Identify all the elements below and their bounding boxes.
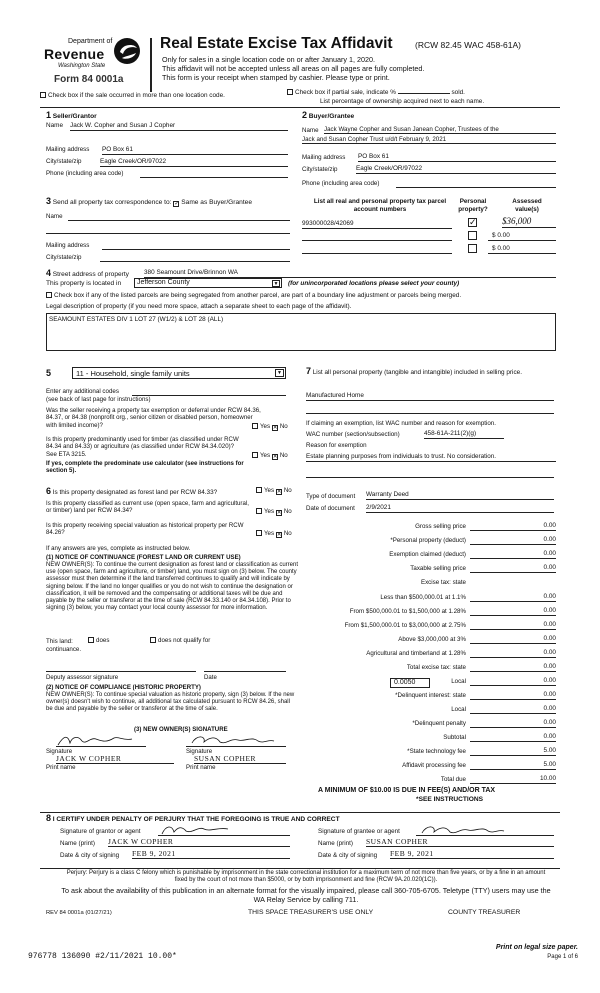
parcel-number-1[interactable]: 993000028/42069 bbox=[302, 220, 452, 229]
revision-label: REV 84 0001a (01/27/21) bbox=[46, 910, 112, 916]
see-instructions: *SEE INSTRUCTIONS bbox=[416, 796, 484, 803]
dept-name: Revenue bbox=[44, 46, 105, 62]
tax-label-tech-fee: *State technology fee bbox=[407, 748, 466, 755]
doc-date-label: Date of document bbox=[306, 505, 355, 512]
correspondence-name-field[interactable] bbox=[68, 213, 290, 221]
tax-label-processing-fee: Affidavit processing fee bbox=[402, 762, 466, 769]
notice-2: This affidavit will not be accepted unless all areas on all pages are fully completed. bbox=[162, 64, 425, 73]
county-treasurer-label: COUNTY TREASURER bbox=[448, 909, 521, 916]
segregated-label: Check box if any of the listed parcels are being segregated from another parcel, are part of a boundary line adjustment or parcels being merged. bbox=[54, 292, 462, 299]
tax-label-agricultural: Agricultural and timberland at 1.28% bbox=[366, 650, 466, 657]
rcw-reference: (RCW 82.45 WAC 458-61A) bbox=[415, 40, 521, 50]
yes-label: Yes bbox=[260, 423, 271, 430]
timber-calculator-note: If yes, complete the predominate use calculator (see instructions for section 5). bbox=[46, 460, 244, 475]
tax-label-gross: Gross selling price bbox=[415, 523, 466, 530]
street-address-field[interactable]: 380 Seamount Drive/Brinnon WA bbox=[144, 269, 556, 278]
partial-sale-check[interactable] bbox=[287, 89, 465, 97]
buyer-city-field[interactable]: Eagle Creek/OR/97022 bbox=[356, 165, 556, 174]
tax-value-agricultural[interactable]: 0.00 bbox=[470, 649, 556, 658]
revenue-logo bbox=[40, 36, 150, 86]
personal-property-checkbox-3[interactable] bbox=[468, 244, 477, 253]
not-qualifies-check[interactable] bbox=[150, 637, 210, 644]
correspondence-city-field[interactable] bbox=[100, 254, 290, 262]
exemption-question: Was the seller receiving a property tax exemption or deferral under RCW 84.36, 84.37, or 84.38 (nonprofit org., senior citizen or disabled person, homeowner with limited income)? bbox=[46, 407, 261, 429]
correspondence-city-label: City/state/zip bbox=[46, 254, 82, 261]
yes-label: Yes bbox=[264, 508, 275, 515]
forest-yes-no[interactable] bbox=[256, 487, 292, 495]
yes-label: Yes bbox=[264, 487, 275, 494]
no-label: No bbox=[279, 452, 288, 459]
checkbox-icon bbox=[252, 452, 258, 458]
no-label: No bbox=[283, 508, 292, 515]
seller-name-field[interactable]: Jack W. Copher and Susan J Copher bbox=[70, 122, 288, 131]
tax-value-gross[interactable]: 0.00 bbox=[470, 522, 556, 531]
continuance-heading: (1) NOTICE OF CONTINUANCE (FOREST LAND OR CURRENT USE) bbox=[46, 554, 241, 561]
correspondence-mailing-label: Mailing address bbox=[46, 242, 90, 249]
wac-number-field[interactable]: 458-61A-211(2)(g) bbox=[424, 430, 504, 439]
historic-yes-no[interactable] bbox=[256, 530, 292, 538]
checkbox-checked-icon: ✕ bbox=[272, 425, 278, 431]
this-land-label: This land: bbox=[46, 638, 73, 645]
tax-label-tier2: From $500,000.01 to $1,500,000 at 1.28% bbox=[349, 608, 466, 615]
seller-name-label: Name bbox=[46, 122, 64, 129]
checkbox-icon bbox=[256, 487, 262, 493]
tax-value-total-state[interactable]: 0.00 bbox=[470, 663, 556, 672]
buyer-phone-field[interactable] bbox=[396, 180, 556, 188]
seller-mailing-label: Mailing address bbox=[46, 146, 90, 153]
historic-question: Is this property receiving special valuation as historical property per RCW 84.26? bbox=[46, 522, 244, 537]
see-back-note: (see back of last page for instructions) bbox=[46, 396, 151, 403]
buyer-city-label: City/state/zip bbox=[302, 166, 338, 173]
parcel-table bbox=[302, 196, 557, 262]
new-owner-signature-2[interactable] bbox=[186, 733, 286, 747]
notice-3: This form is your receipt when stamped by cashier. Please type or print. bbox=[162, 73, 390, 82]
legal-description-value: SEAMOUNT ESTATES DIV 1 LOT 27 (W1/2) & LOT 28 (ALL) bbox=[49, 316, 224, 323]
tax-value-penalty[interactable]: 0.00 bbox=[470, 719, 556, 728]
continuance-text: NEW OWNER(S): To continue the current designation as forest land or classification as current use (open space, farm and agriculture, or timber) land, you must sign on (3) below. The county assessor must then determine if the land transferred continues to qualify and will indicate by signing below. If the land no longer qualifies or you do not wish to continue the designation or classification, it will be removed and the compensating or additional taxes will be due and payable by the seller or transferor at the time of sale (RCW 84.33.140 or 84.34.108). Prior to signing (3) below, you may contact your local county assessor for more information. bbox=[46, 562, 298, 612]
revenue-swirl-icon bbox=[110, 36, 144, 66]
parcel-col-header-2: Personal property? bbox=[458, 198, 488, 213]
parcel-col-header-1: List all real and personal property tax parcel account numbers bbox=[313, 198, 447, 213]
correspondence-label: Send all property tax correspondence to: bbox=[52, 199, 172, 206]
buyer-name-field-1[interactable]: Jack Wayne Copher and Susan Janean Copher, Trustees of the bbox=[324, 126, 556, 134]
tax-label-total-state: Total excise tax: state bbox=[406, 664, 466, 671]
correspondence-name-label: Name bbox=[46, 213, 63, 220]
grantee-name-field[interactable]: SUSAN COPHER bbox=[366, 837, 554, 847]
correspondence-name-field-2[interactable] bbox=[46, 226, 290, 234]
checkbox-icon bbox=[256, 508, 262, 514]
perjury-notice: Perjury: Perjury is a class C felony which is punishable by imprisonment in the state correctional institution for a maximum term of not more than five years, or by a fine in an amount fixed by the court of not more than $5000, or by both imprisonment and fine (RCW 9A.20.020(1C)). bbox=[66, 870, 546, 884]
page-number: Page 1 of 6 bbox=[547, 954, 578, 960]
personal-property-checkbox-2[interactable] bbox=[468, 231, 477, 240]
no-label: No bbox=[283, 530, 292, 537]
use-code-select[interactable] bbox=[72, 367, 286, 379]
alt-format-notice: To ask about the availability of this publication in an alternate format for the visually impaired, please call 360-705-6705. Teletype (TTY) users may use the WA Relay Service by calling 711. bbox=[61, 886, 551, 904]
seller-heading: Seller/Grantor bbox=[52, 113, 97, 120]
tax-value-personal[interactable]: 0.00 bbox=[470, 536, 556, 545]
checkbox-checked-icon: ✕ bbox=[276, 489, 282, 495]
tax-calculation bbox=[306, 520, 558, 820]
forest-question: Is this property designated as forest land per RCW 84.33? bbox=[52, 489, 218, 496]
tax-value-total-due[interactable]: 10.00 bbox=[470, 775, 556, 784]
tax-value-processing-fee[interactable]: 5.00 bbox=[470, 761, 556, 770]
new-owner-print-2[interactable]: SUSAN COPHER bbox=[194, 754, 286, 764]
compliance-text: NEW OWNER(S): To continue special valuation as historic property, sign (3) below. If the new owner(s) doesn't wish to continue, all additional tax calculated pursuant to RCW 84.26, shall be due and payable by the seller or transferor at the time of sale. bbox=[46, 692, 295, 713]
notice-1: Only for sales in a single location code on or after January 1, 2020. bbox=[162, 55, 375, 64]
seller-city-field[interactable]: Eagle Creek/OR/97022 bbox=[100, 158, 288, 167]
parcel-number-3[interactable] bbox=[302, 246, 452, 254]
reason-field[interactable]: Estate planning purposes from individuals to trust. No consideration. bbox=[306, 453, 556, 462]
print-name-label-1: Print name bbox=[46, 764, 76, 771]
new-owner-signature-1[interactable] bbox=[56, 733, 146, 747]
signature-jack-icon bbox=[158, 823, 238, 836]
does-label: does bbox=[96, 637, 110, 644]
correspondence-mailing-field[interactable] bbox=[102, 242, 290, 250]
doc-date-field[interactable]: 2/9/2021 bbox=[366, 504, 554, 513]
local-rate[interactable]: 0.0050 bbox=[390, 678, 430, 688]
assessed-value-1[interactable]: $36,000 bbox=[502, 216, 556, 228]
tax-label-total-due: Total due bbox=[440, 776, 466, 783]
tax-value-tier3[interactable]: 0.00 bbox=[470, 621, 556, 630]
personal-property-checkbox-1[interactable]: ✓ bbox=[469, 217, 477, 227]
seller-phone-label: Phone (including area code) bbox=[46, 170, 124, 177]
checkbox-checked-icon: ✕ bbox=[276, 510, 282, 516]
personal-property-label: List all personal property (tangible and intangible) included in selling price. bbox=[312, 369, 522, 376]
legal-paper-note: Print on legal size paper. bbox=[495, 944, 578, 951]
new-owner-signature-heading: (3) NEW OWNER(S) SIGNATURE bbox=[134, 726, 228, 733]
tax-value-local[interactable]: 0.00 bbox=[470, 677, 556, 686]
tax-label-exemption: Exemption claimed (deduct) bbox=[389, 551, 466, 558]
seller-phone-field[interactable] bbox=[140, 170, 288, 178]
grantee-name-label: Name (print) bbox=[318, 840, 353, 847]
checkbox-icon bbox=[287, 89, 293, 95]
section-5-use-code: 5 11 - Household, single family units ▼ Enter any additional codes (see back of last page for instructions) Was the seller receiving a property tax exemption or deferral under RCW 84.36, 84.37, or 84.38 (nonprofit org., senior citizen or disabled person, homeowner with limited income)? Yes ✕ No Is this property predominantly used for timber (as classified under RCW 84.34 and 84.33) or agriculture (as classified under RCW 84.34.020)? See ETA 3215. Yes ✕ No If yes, complete the predominate use calculator (see instructions for section 5). bbox=[46, 368, 288, 475]
section-8-certification: 8 I CERTIFY UNDER PENALTY OF PERJURY THAT THE FOREGOING IS TRUE AND CORRECT Signature of grantor or agent Name (print) JACK W COPHER Date & city of signing FEB 9, 2021 Signature of grantee or agent Name (print) SUSAN COPHER Date & city of signing FEB 9, 2021 bbox=[46, 813, 558, 869]
chevron-down-icon: ▼ bbox=[275, 369, 284, 377]
personal-property-field-2[interactable] bbox=[306, 406, 554, 414]
partial-sale-label: Check box if partial sale, indicate % bbox=[295, 89, 396, 96]
seller-city-label: City/state/zip bbox=[46, 158, 82, 165]
parcel-number-2[interactable] bbox=[302, 233, 452, 241]
section-2-buyer: 2 Buyer/Grantee Name Jack Wayne Copher and Susan Janean Copher, Trustees of the Jack and Susan Copher Trust u/d/t February 9, 2021 Mailing address PO Box 61 City/state/zip Eagle Creek/OR/97022 Phone (including area code) bbox=[302, 110, 557, 192]
tax-label-taxable: Taxable selling price bbox=[410, 565, 466, 572]
timber-yes-no[interactable] bbox=[252, 452, 288, 460]
exemption-yes-no[interactable] bbox=[252, 423, 288, 431]
doc-type-field[interactable]: Warranty Deed bbox=[366, 491, 554, 500]
grantee-date-field[interactable]: FEB 9, 2021 bbox=[390, 849, 554, 859]
use-code-value: 11 - Household, single family units bbox=[76, 369, 190, 378]
signature-label-1: Signature bbox=[46, 748, 73, 755]
tax-value-tech-fee[interactable]: 5.00 bbox=[470, 747, 556, 756]
doc-type-label: Type of document bbox=[306, 493, 356, 500]
same-as-buyer-checkbox[interactable]: ✓ bbox=[174, 201, 180, 207]
street-label: Street address of property bbox=[52, 271, 129, 278]
multi-location-label: Check box if the sale occurred in more than one location code. bbox=[48, 92, 225, 99]
segregated-check[interactable] bbox=[46, 292, 461, 300]
personal-property-field[interactable]: Manufactured Home bbox=[306, 392, 554, 401]
qualifies-check[interactable] bbox=[88, 637, 109, 644]
signature-susan-icon bbox=[186, 733, 276, 747]
deputy-date-field[interactable] bbox=[204, 664, 286, 672]
section-3-correspondence: 3 Send all property tax correspondence to: ✓ Same as Buyer/Grantee Name Mailing address City/state/zip bbox=[46, 196, 290, 262]
dept-top: Department of bbox=[68, 38, 113, 45]
checkbox-icon bbox=[252, 423, 258, 429]
tax-label-local: Local bbox=[451, 678, 466, 685]
reason-field-2[interactable] bbox=[306, 470, 554, 478]
legal-label: Legal description of property (if you need more space, attach a separate sheet to each page of the affidavit). bbox=[46, 303, 352, 310]
dept-state: Washington State bbox=[58, 63, 106, 69]
buyer-name-field-2[interactable]: Jack and Susan Copher Trust u/d/t February 9, 2021 bbox=[302, 136, 556, 144]
deputy-date-label: Date bbox=[204, 674, 217, 681]
cashier-stamp: 976778 136090 #2/11/2021 10.00* bbox=[28, 952, 177, 961]
tax-value-tier4[interactable]: 0.00 bbox=[470, 635, 556, 644]
signature-susan-icon bbox=[416, 823, 506, 836]
tax-value-delinquent-interest[interactable]: 0.00 bbox=[470, 691, 556, 700]
current-use-question: Is this property classified as current use (open space, farm and agricultural, or timber) land per RCW 84.34? bbox=[46, 500, 249, 515]
tax-label-tier3: From $1,500,000.01 to $3,000,000 at 2.75% bbox=[344, 622, 466, 629]
tax-label-penalty: *Delinquent penalty bbox=[412, 720, 466, 727]
current-use-yes-no[interactable] bbox=[256, 508, 292, 516]
buyer-name-label: Name bbox=[302, 127, 319, 134]
buyer-mailing-label: Mailing address bbox=[302, 154, 346, 161]
additional-codes-field[interactable] bbox=[132, 388, 286, 396]
unincorporated-note: (for unincorporated locations please select your county) bbox=[288, 280, 460, 287]
minimum-notice: A MINIMUM OF $10.00 IS DUE IN FEE(S) AND/OR TAX bbox=[318, 787, 496, 794]
compliance-heading: (2) NOTICE OF COMPLIANCE (HISTORIC PROPERTY) bbox=[46, 684, 201, 691]
deputy-signature-label: Deputy assessor signature bbox=[46, 674, 119, 681]
grantor-name-label: Name (print) bbox=[60, 840, 95, 847]
section-7-personal-property: 7 List all personal property (tangible and intangible) included in selling price. Manufactured Home If claiming an exemption, list WAC number and reason for exemption. WAC number (section/subsection) 458-61A-211(2)(g) Reason for exemption Estate planning purposes from individuals to trust. No consideration. Type of document Warranty Deed Date of document 2/9/2021 bbox=[306, 366, 558, 516]
checkbox-icon bbox=[88, 637, 94, 643]
tax-label-tier1: Less than $500,000.01 at 1.1% bbox=[380, 594, 466, 601]
checkbox-icon bbox=[150, 637, 156, 643]
assessed-value-3[interactable]: $ 0.00 bbox=[488, 245, 556, 254]
does-not-label: does not qualify for bbox=[158, 637, 211, 644]
tax-label-delinquent-interest: *Delinquent interest: state bbox=[395, 692, 466, 699]
same-as-buyer-label: Same as Buyer/Grantee bbox=[181, 199, 252, 206]
tax-value-tier2[interactable]: 0.00 bbox=[470, 607, 556, 616]
buyer-heading: Buyer/Grantee bbox=[308, 113, 355, 120]
tax-value-exemption[interactable]: 0.00 bbox=[470, 550, 556, 559]
yes-label: Yes bbox=[260, 452, 271, 459]
section-1-seller: 1 Seller/Grantor Name Jack W. Copher and Susan J Copher Mailing address PO Box 61 City/state/zip Eagle Creek/OR/97022 Phone (including area code) bbox=[46, 110, 290, 192]
header-divider bbox=[150, 38, 152, 92]
tax-label-tier4: Above $3,000,000 at 3% bbox=[398, 636, 466, 643]
tax-label-personal: *Personal property (deduct) bbox=[390, 537, 466, 544]
no-label: No bbox=[283, 487, 292, 494]
print-name-label-2: Print name bbox=[186, 764, 216, 771]
legal-description-field[interactable] bbox=[46, 313, 556, 351]
answers-note: If any answers are yes, complete as instructed below. bbox=[46, 545, 191, 552]
tax-label-interest-local: Local bbox=[451, 706, 466, 713]
timber-question: Is this property predominantly used for timber (as classified under RCW 84.34 and 84.33) or agriculture (as classified under RCW 84.34.020)? See ETA 3215. bbox=[46, 436, 239, 458]
tax-label-excise-state: Excise tax: state bbox=[420, 579, 466, 586]
buyer-mailing-field[interactable]: PO Box 61 bbox=[358, 153, 556, 162]
grantor-date-label: Date & city of signing bbox=[60, 852, 120, 859]
county-select[interactable] bbox=[134, 278, 282, 288]
grantor-signature-field[interactable] bbox=[158, 823, 290, 836]
ownership-note: List percentage of ownership acquired next to each name. bbox=[320, 98, 485, 105]
parcel-col-header-3: Assessed value(s) bbox=[512, 198, 542, 213]
county-value: Jefferson County bbox=[137, 279, 190, 286]
reason-label: Reason for exemption bbox=[306, 442, 367, 449]
page-title: Real Estate Excise Tax Affidavit bbox=[160, 35, 393, 52]
grantee-date-label: Date & city of signing bbox=[318, 852, 378, 859]
treasurer-only-label: THIS SPACE TREASURER'S USE ONLY bbox=[248, 909, 374, 916]
grantee-signature-label: Signature of grantee or agent bbox=[318, 828, 400, 835]
signature-label-2: Signature bbox=[186, 748, 213, 755]
certify-heading: I CERTIFY UNDER PENALTY OF PERJURY THAT THE FOREGOING IS TRUE AND CORRECT bbox=[52, 816, 340, 823]
new-owner-print-1[interactable]: JACK W COPHER bbox=[56, 754, 174, 764]
checkbox-checked-icon: ✕ bbox=[272, 454, 278, 460]
checkbox-icon bbox=[40, 92, 46, 98]
tax-label-subtotal: Subtotal bbox=[443, 734, 466, 741]
signature-jack-icon bbox=[56, 733, 136, 747]
grantee-signature-field[interactable] bbox=[416, 823, 554, 836]
checkbox-checked-icon: ✕ bbox=[276, 532, 282, 538]
additional-codes-label: Enter any additional codes bbox=[46, 388, 119, 395]
grantor-signature-label: Signature of grantor or agent bbox=[60, 828, 141, 835]
buyer-phone-label: Phone (including area code) bbox=[302, 180, 380, 187]
form-number: Form 84 0001a bbox=[54, 74, 124, 85]
seller-mailing-field[interactable]: PO Box 61 bbox=[102, 146, 288, 155]
section-6-forest: 6 Is this property designated as forest land per RCW 84.33? Yes ✕ No Is this property classified as current use (open space, farm and agricultural, or timber) land per RCW 84.34? Yes ✕ No Is this property receiving special valuation as historical property per RCW 84.26? Yes ✕ No If any answers are yes, complete as instructed below. (1) NOTICE OF CONTINUANCE (FOREST LAND OR CURRENT USE) NEW OWNER(S): To continue the current designation as forest land or classification as current use (open space, farm and agriculture, or timber) land, you must sign on (3) below. The county assessor must then determine if the land transferred continues to qualify and will indicate by signing below. If the land no longer qualifies or you do not wish to continue the designation or classification, it will be removed and the compensating or additional taxes will be due and payable by the seller or transferor at the time of sale (RCW 84.33.140 or 84.34.108). Prior to signing (3) below, you may contact your local county assessor for more information. This land: does does not qualify for continuance. Deputy assessor signature Date (2) NOTICE OF COMPLIANCE (HISTORIC PROPERTY) NEW OWNER(S): To continue special valuation as historic property, sign (3) below. If the new owner(s) doesn't wish to continue, all additional tax calculated pursuant to RCW 84.26, shall be due and payable by the seller or transferor at the time of sale. (3) NEW OWNER(S) SIGNATURE Signature Signature JACK W COPHER SUSAN COPHER Print name Print name bbox=[46, 486, 298, 771]
continuance-label: continuance. bbox=[46, 646, 82, 653]
tax-value-tier1[interactable]: 0.00 bbox=[470, 593, 556, 602]
no-label: No bbox=[279, 423, 288, 430]
yes-label: Yes bbox=[264, 530, 275, 537]
checkbox-icon bbox=[256, 530, 262, 536]
checkbox-icon bbox=[46, 292, 52, 298]
assessed-value-2[interactable]: $ 0.00 bbox=[488, 232, 556, 241]
section-4-property: 4 Street address of property 380 Seamount Drive/Brinnon WA This property is located in Jefferson County ▼ (for unincorporated locations please select your county) Check box if any of the listed parcels are being segregated from another parcel, are part of a boundary line adjustment or parcels being merged. Legal description of property (if you need more space, attach a separate sheet to each page of the affidavit). SEAMOUNT ESTATES DIV 1 LOT 27 (W1/2) & LOT 28 (ALL) bbox=[46, 268, 558, 364]
located-label: This property is located in bbox=[46, 280, 122, 287]
tax-value-subtotal[interactable]: 0.00 bbox=[470, 733, 556, 742]
chevron-down-icon: ▼ bbox=[273, 280, 279, 287]
multi-location-check[interactable] bbox=[40, 92, 225, 100]
tax-value-interest-local[interactable]: 0.00 bbox=[470, 705, 556, 714]
sold-label: sold. bbox=[451, 89, 465, 96]
wac-label: WAC number (section/subsection) bbox=[306, 431, 400, 438]
grantor-date-field[interactable]: FEB 9, 2021 bbox=[132, 849, 290, 859]
exemption-claim-label: If claiming an exemption, list WAC number and reason for exemption. bbox=[306, 420, 496, 427]
deputy-signature-field[interactable] bbox=[46, 664, 196, 672]
grantor-name-field[interactable]: JACK W COPHER bbox=[108, 837, 290, 847]
tax-value-taxable[interactable]: 0.00 bbox=[470, 564, 556, 573]
